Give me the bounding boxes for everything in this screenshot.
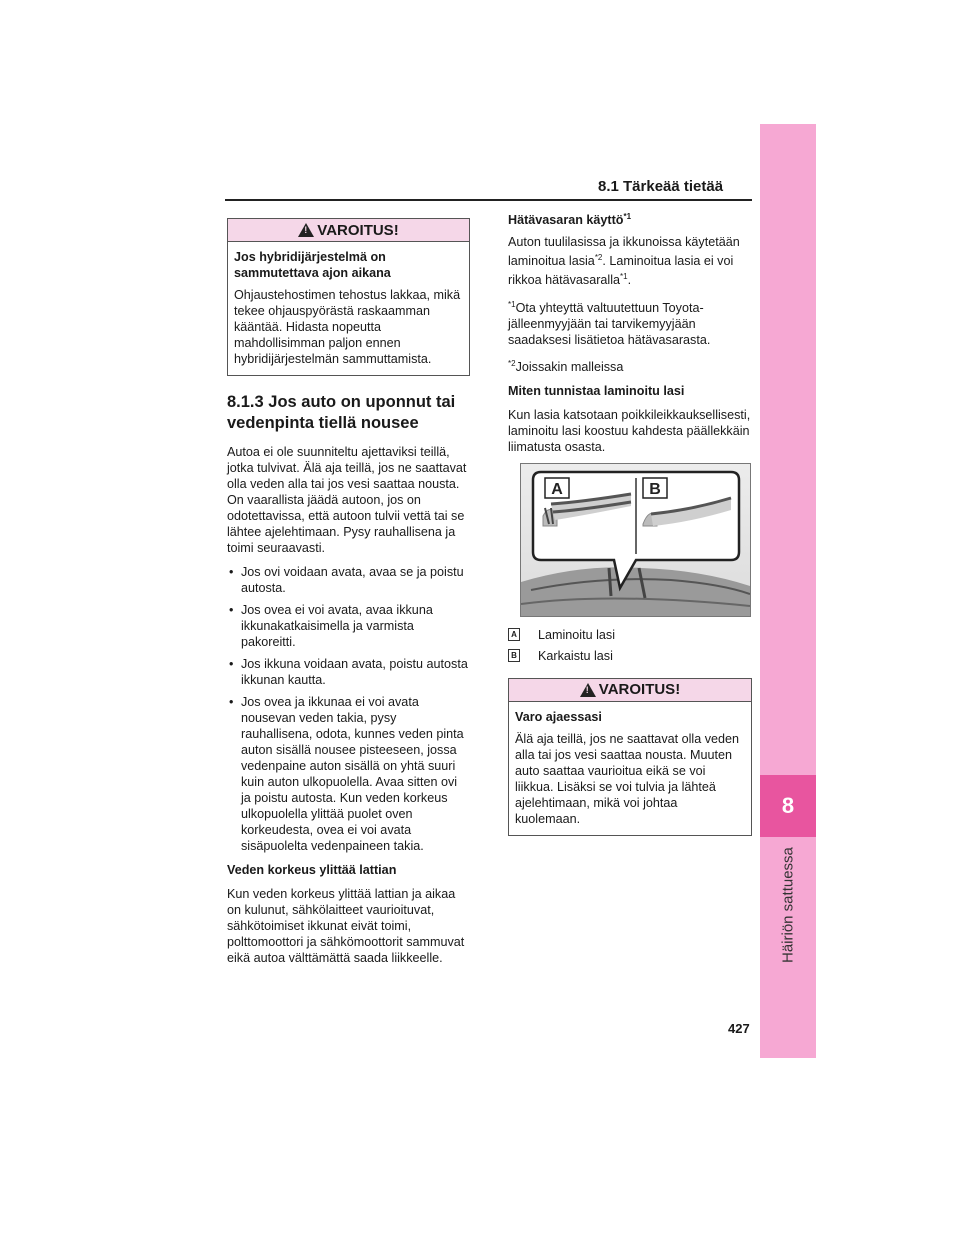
legend-item-b bbox=[508, 648, 752, 664]
legend-key: B bbox=[508, 649, 520, 662]
legend-text: Laminoitu lasi bbox=[538, 627, 616, 642]
hammer-text-b: . Laminoitua lasia ei voi rikkoa hätävasaralla bbox=[508, 254, 734, 288]
right-column bbox=[508, 209, 752, 850]
footnote-marker: *1 bbox=[508, 299, 516, 309]
glass-diagram bbox=[521, 464, 750, 616]
list-item: • Jos ovea ja ikkunaa ei voi avata nousevan veden takia, pysy rauhallisena, odota, kunnes veden pinta auton sisällä nousee pisteeseen, jossa vedenpaine auton sisällä on yhtä suuri kuin auton ulkopuolella. Avaa sitten ovi ja poistu autosta. Kun veden korkeus ulkopuolella ylittää puolet oven korkeudesta, ovea ei voi avata sisäpuolelta vedenpaineen takia. bbox=[227, 694, 470, 854]
glass-paragraph: Kun lasia katsotaan poikkileikkauksellisesti, laminoitu lasi koostuu kahdesta päällekkäin liimatusta osasta. bbox=[508, 407, 751, 454]
warning-title: Varo ajaessasi bbox=[515, 709, 602, 724]
hammer-paragraph bbox=[508, 234, 752, 288]
footnote-ref: *2 bbox=[594, 253, 603, 263]
warning-header bbox=[509, 679, 751, 702]
list-item: • Jos ovea ei voi avata, avaa ikkuna ikkunakatkaisimella ja varmista pakoreitti. bbox=[227, 602, 470, 650]
warning-header bbox=[228, 219, 469, 242]
page-number: 427 bbox=[728, 1021, 750, 1036]
chapter-label: Häiriön sattuessa bbox=[779, 847, 797, 963]
hammer-text-c: . bbox=[627, 273, 632, 288]
subheading-water: Veden korkeus ylittää lattian bbox=[227, 863, 397, 877]
list-item: • Jos ikkuna voidaan avata, poistu autosta ikkunan kautta. bbox=[227, 656, 470, 688]
bullet-list bbox=[227, 564, 470, 854]
footnote-marker: *2 bbox=[508, 358, 516, 368]
footnote-ref: *1 bbox=[623, 212, 632, 221]
footnote-text: Ota yhteyttä valtuutettuun Toyota-jälleenmyyjään tai tarvikemyyjään saadaksesi lisätietoa hätävasarasta. bbox=[508, 300, 711, 347]
section-header: 8.1 Tärkeää tietää bbox=[598, 178, 724, 195]
warning-head-label: VAROITUS! bbox=[598, 681, 681, 699]
footnote-text: Joissakin malleissa bbox=[515, 359, 624, 374]
section-title: 8.1.3 Jos auto on uponnut tai vedenpinta tiellä nousee bbox=[227, 393, 456, 432]
warning-icon bbox=[298, 223, 314, 237]
list-item: • Jos ovi voidaan avata, avaa se ja poistu autosta. bbox=[227, 564, 470, 596]
legend-key: A bbox=[508, 628, 520, 641]
water-paragraph: Kun veden korkeus ylittää lattian ja aikaa on kulunut, sähkölaitteet vaurioituvat, sähkötoimiset ikkunat eivät toimi, polttomoottori ja sähkömoottorit sammuvat eikä autoa välttämättä saada liikkeelle. bbox=[227, 887, 465, 965]
warning-icon bbox=[580, 683, 596, 697]
label-b: B bbox=[649, 480, 661, 498]
warning-head-label: VAROITUS! bbox=[317, 221, 399, 239]
footnote-2 bbox=[508, 356, 752, 375]
intro-paragraph: Autoa ei ole suunniteltu ajettaviksi teillä, jotka tulvivat. Älä aja teillä, jos ne saattavat olla veden alla tai jos vesi saattaa nousta. On vaarallista jäädä autoon, jos on odotettavissa, että autoon tulvii vettä tai se lähtee ajelehtimaan. Pysy rauhallisena ja toimi seuraavasti. bbox=[227, 445, 467, 555]
legend-text: Karkaistu lasi bbox=[538, 648, 613, 663]
left-column bbox=[227, 218, 470, 974]
chapter-number: 8 bbox=[760, 775, 816, 837]
glass-subheading: Miten tunnistaa laminoitu lasi bbox=[508, 383, 685, 398]
warning-text: Älä aja teillä, jos ne saattavat olla veden alla tai jos vesi saattaa nousta. Muuten auto saattaa vaurioitua eikä se voi liikkua. Lisäksi se voi tulvia ja lähteä ajelehtimaan, mikä voi johtaa kuolemaan. bbox=[515, 731, 740, 826]
hammer-title bbox=[508, 209, 752, 228]
hammer-text-a: Auton tuulilasissa ja ikkunoissa käytetään laminoitua lasia bbox=[508, 235, 740, 269]
warning-title: Jos hybridijärjestelmä on sammutettava ajon aikana bbox=[234, 250, 391, 280]
warning-body bbox=[228, 242, 469, 375]
glass-illustration bbox=[520, 463, 751, 617]
warning-text: Ohjaustehostimen tehostus lakkaa, mikä tekee ohjauspyörästä raskaamman kääntää. Hidasta nopeutta mahdollisimman paljon ennen hybridijärjestelmän sammuttamista. bbox=[234, 288, 461, 366]
footnote-1 bbox=[508, 297, 752, 348]
footnote-ref: *1 bbox=[620, 272, 628, 282]
legend-item-a bbox=[508, 627, 752, 643]
warning-body bbox=[509, 702, 751, 835]
warning-box bbox=[508, 678, 752, 836]
warning-box bbox=[227, 218, 470, 376]
header-rule bbox=[225, 199, 752, 201]
label-a: A bbox=[551, 480, 563, 498]
hammer-title-text: Hätävasaran käyttö bbox=[508, 213, 624, 228]
